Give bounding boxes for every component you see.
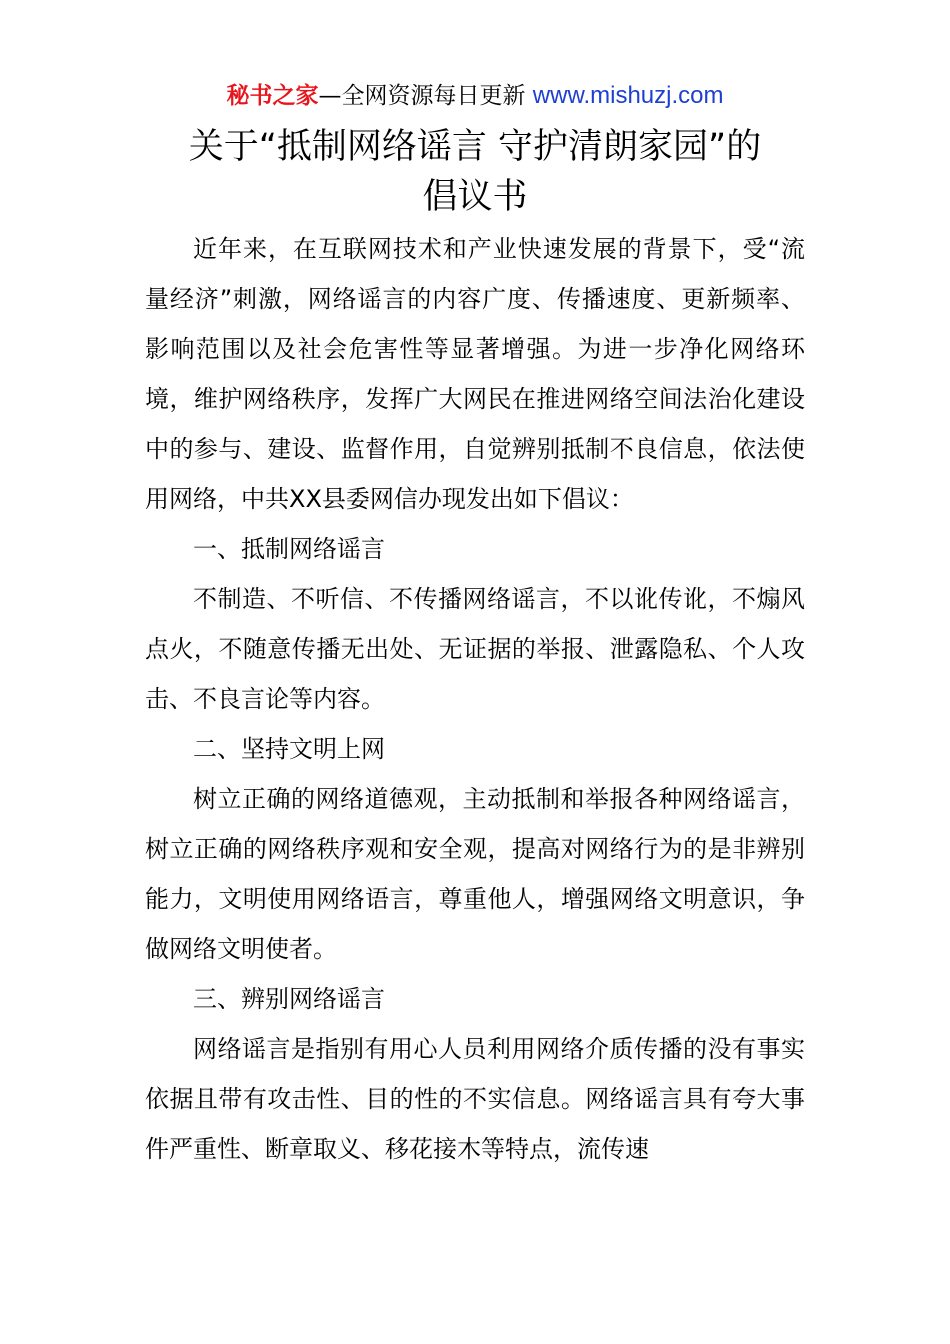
section-paragraph-3: 网络谣言是指别有用心人员利用网络介质传播的没有事实依据且带有攻击性、目的性的不实信息。网络谣言具有夸大事件严重性、断章取义、移花接木等特点，流传速 bbox=[145, 1035, 805, 1163]
title-line-1: 关于“抵制网络谣言 守护清朗家园”的 bbox=[188, 127, 762, 167]
section-paragraph-1: 不制造、不听信、不传播网络谣言，不以讹传讹，不煽风点火，不随意传播无出处、无证据的举报、泄露隐私、个人攻击、不良言论等内容。 bbox=[145, 585, 805, 713]
brand-name: 秘书之家 bbox=[226, 83, 319, 109]
document-title bbox=[145, 122, 805, 222]
site-url-link[interactable]: www.mishuzj.com bbox=[532, 82, 724, 109]
section-heading-1: 一、抵制网络谣言 bbox=[193, 535, 385, 563]
section-heading-2: 二、坚持文明上网 bbox=[193, 735, 385, 763]
intro-paragraph: 近年来，在互联网技术和产业快速发展的背景下，受“流量经济”刺激，网络谣言的内容广度、传播速度、更新频率、影响范围以及社会危害性等显著增强。为进一步净化网络环境，维护网络秩序，发挥广大网民在推进网络空间法治化建设中的参与、建设、监督作用，自觉辨别抵制不良信息，依法使用网络，中共XX县委网信办现发出如下倡议： bbox=[145, 235, 805, 513]
header-tagline: —全网资源每日更新 bbox=[318, 83, 533, 109]
title-line-2: 倡议书 bbox=[422, 177, 528, 217]
section-paragraph-2: 树立正确的网络道德观，主动抵制和举报各种网络谣言，树立正确的网络秩序观和安全观，提高对网络行为的是非辨别能力，文明使用网络语言，尊重他人，增强网络文明意识，争做网络文明使者。 bbox=[145, 785, 805, 963]
site-header bbox=[0, 80, 950, 112]
section-heading-3: 三、辨别网络谣言 bbox=[193, 985, 385, 1013]
document-body bbox=[145, 224, 805, 1174]
